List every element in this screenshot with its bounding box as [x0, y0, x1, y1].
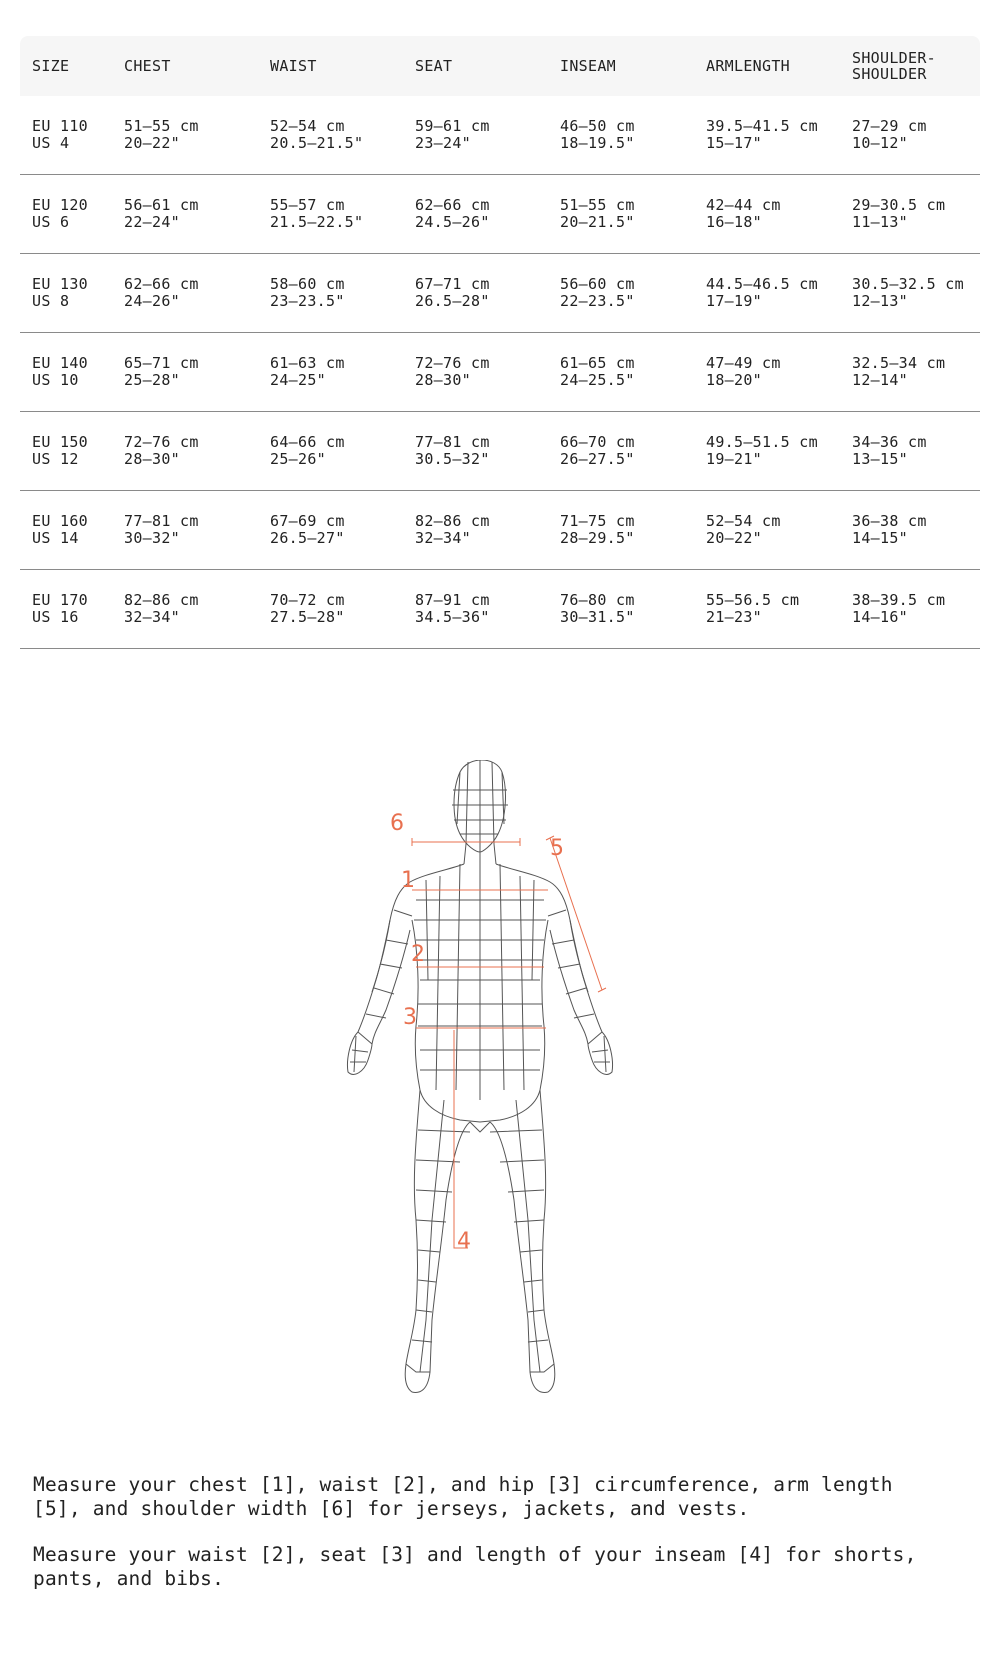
- cell-value-secondary: US 8: [32, 292, 70, 310]
- cell-size: [20, 412, 112, 491]
- cell-value-primary: 71–75 cm: [560, 512, 635, 530]
- cell-value-secondary: US 4: [32, 134, 70, 152]
- cell-value-primary: 51–55 cm: [124, 117, 199, 135]
- header-shoulder: SHOULDER- SHOULDER: [840, 36, 980, 96]
- table-row: [20, 570, 980, 649]
- header-seat: SEAT: [403, 36, 548, 96]
- cell-value-secondary: 12–14": [852, 371, 908, 389]
- cell-waist: [258, 412, 403, 491]
- cell-armlength: [694, 412, 840, 491]
- cell-value-primary: 39.5–41.5 cm: [706, 117, 818, 135]
- cell-value-secondary: US 14: [32, 529, 79, 547]
- table-row: [20, 175, 980, 254]
- cell-value-secondary: 24–25.5": [560, 371, 635, 389]
- header-waist: WAIST: [258, 36, 403, 96]
- cell-value-primary: 87–91 cm: [415, 591, 490, 609]
- cell-value-primary: 44.5–46.5 cm: [706, 275, 818, 293]
- table-row: [20, 412, 980, 491]
- header-size: SIZE: [20, 36, 112, 96]
- cell-seat: [403, 570, 548, 649]
- cell-value-secondary: 30–32": [124, 529, 180, 547]
- cell-value-primary: 72–76 cm: [124, 433, 199, 451]
- cell-size: [20, 570, 112, 649]
- cell-value-primary: 66–70 cm: [560, 433, 635, 451]
- cell-value-primary: 42–44 cm: [706, 196, 781, 214]
- cell-armlength: [694, 570, 840, 649]
- cell-value-secondary: US 6: [32, 213, 70, 231]
- cell-value-primary: 56–61 cm: [124, 196, 199, 214]
- header-chest: CHEST: [112, 36, 258, 96]
- cell-shoulder: [840, 333, 980, 412]
- cell-value-secondary: 32–34": [124, 608, 180, 626]
- cell-chest: [112, 254, 258, 333]
- cell-armlength: [694, 175, 840, 254]
- cell-value-primary: 47–49 cm: [706, 354, 781, 372]
- cell-value-primary: 51–55 cm: [560, 196, 635, 214]
- cell-value-secondary: 27.5–28": [270, 608, 345, 626]
- cell-value-secondary: 20.5–21.5": [270, 134, 364, 152]
- measurement-lines: [412, 836, 606, 1248]
- cell-value-secondary: US 16: [32, 608, 79, 626]
- chest-label: 1: [401, 868, 415, 893]
- cell-value-secondary: 22–23.5": [560, 292, 635, 310]
- cell-armlength: [694, 491, 840, 570]
- cell-size: [20, 96, 112, 175]
- cell-value-primary: 27–29 cm: [852, 117, 927, 135]
- cell-value-secondary: 20–22": [124, 134, 180, 152]
- cell-value-secondary: 10–12": [852, 134, 908, 152]
- cell-value-secondary: 34.5–36": [415, 608, 490, 626]
- table-row: [20, 491, 980, 570]
- cell-inseam: [548, 491, 694, 570]
- cell-value-primary: 46–50 cm: [560, 117, 635, 135]
- cell-value-secondary: 14–15": [852, 529, 908, 547]
- cell-value-secondary: 30.5–32": [415, 450, 490, 468]
- cell-value-secondary: 15–17": [706, 134, 762, 152]
- cell-value-secondary: 25–28": [124, 371, 180, 389]
- cell-value-secondary: US 10: [32, 371, 79, 389]
- cell-value-primary: 62–66 cm: [124, 275, 199, 293]
- cell-value-primary: 72–76 cm: [415, 354, 490, 372]
- cell-inseam: [548, 254, 694, 333]
- cell-shoulder: [840, 254, 980, 333]
- cell-value-primary: 64–66 cm: [270, 433, 345, 451]
- cell-value-secondary: 25–26": [270, 450, 326, 468]
- cell-seat: [403, 491, 548, 570]
- cell-value-secondary: 24–26": [124, 292, 180, 310]
- cell-value-primary: 61–63 cm: [270, 354, 345, 372]
- cell-value-primary: EU 120: [32, 196, 88, 214]
- cell-size: [20, 175, 112, 254]
- cell-value-secondary: 17–19": [706, 292, 762, 310]
- cell-value-primary: 55–57 cm: [270, 196, 345, 214]
- cell-seat: [403, 254, 548, 333]
- cell-seat: [403, 333, 548, 412]
- cell-value-primary: 70–72 cm: [270, 591, 345, 609]
- cell-size: [20, 333, 112, 412]
- cell-inseam: [548, 333, 694, 412]
- cell-value-secondary: 24–25": [270, 371, 326, 389]
- cell-seat: [403, 175, 548, 254]
- cell-value-secondary: 18–20": [706, 371, 762, 389]
- cell-value-primary: 61–65 cm: [560, 354, 635, 372]
- cell-value-primary: 82–86 cm: [415, 512, 490, 530]
- cell-value-primary: 32.5–34 cm: [852, 354, 946, 372]
- cell-value-primary: EU 160: [32, 512, 88, 530]
- armlength-label: 5: [550, 836, 564, 861]
- header-inseam: INSEAM: [548, 36, 694, 96]
- cell-value-primary: 77–81 cm: [415, 433, 490, 451]
- cell-value-secondary: 11–13": [852, 213, 908, 231]
- cell-value-secondary: 18–19.5": [560, 134, 635, 152]
- cell-waist: [258, 570, 403, 649]
- cell-value-secondary: 22–24": [124, 213, 180, 231]
- cell-armlength: [694, 333, 840, 412]
- cell-shoulder: [840, 570, 980, 649]
- cell-shoulder: [840, 175, 980, 254]
- seat-label: 3: [403, 1005, 417, 1030]
- cell-value-primary: 65–71 cm: [124, 354, 199, 372]
- cell-value-secondary: 13–15": [852, 450, 908, 468]
- cell-shoulder: [840, 491, 980, 570]
- cell-value-secondary: 20–22": [706, 529, 762, 547]
- cell-armlength: [694, 96, 840, 175]
- cell-waist: [258, 96, 403, 175]
- cell-value-primary: 49.5–51.5 cm: [706, 433, 818, 451]
- cell-value-secondary: 30–31.5": [560, 608, 635, 626]
- cell-value-primary: 56–60 cm: [560, 275, 635, 293]
- table-row: [20, 96, 980, 175]
- cell-chest: [112, 491, 258, 570]
- header-armlength: ARMLENGTH: [694, 36, 840, 96]
- cell-value-secondary: 26.5–27": [270, 529, 345, 547]
- cell-value-primary: 82–86 cm: [124, 591, 199, 609]
- cell-value-primary: 59–61 cm: [415, 117, 490, 135]
- cell-armlength: [694, 254, 840, 333]
- cell-value-secondary: 28–29.5": [560, 529, 635, 547]
- mannequin-outline: [347, 760, 612, 1392]
- cell-value-primary: 67–69 cm: [270, 512, 345, 530]
- table-row: [20, 333, 980, 412]
- cell-value-secondary: 26.5–28": [415, 292, 490, 310]
- shoulder-label: 6: [390, 811, 404, 836]
- cell-waist: [258, 491, 403, 570]
- waist-label: 2: [411, 942, 425, 967]
- body-measurement-figure: [320, 760, 660, 1420]
- cell-size: [20, 254, 112, 333]
- cell-waist: [258, 175, 403, 254]
- cell-inseam: [548, 96, 694, 175]
- cell-size: [20, 491, 112, 570]
- cell-value-primary: EU 150: [32, 433, 88, 451]
- cell-value-primary: 34–36 cm: [852, 433, 927, 451]
- cell-value-secondary: 23–24": [415, 134, 471, 152]
- cell-inseam: [548, 570, 694, 649]
- cell-value-primary: 77–81 cm: [124, 512, 199, 530]
- instructions-tops: Measure your chest [1], waist [2], and hip [3] circumference, arm length [5], and shoulder width [6] for jerseys, jackets, and vests.: [33, 1473, 893, 1520]
- cell-value-primary: EU 130: [32, 275, 88, 293]
- cell-value-primary: 52–54 cm: [270, 117, 345, 135]
- cell-value-secondary: 12–13": [852, 292, 908, 310]
- cell-value-secondary: 16–18": [706, 213, 762, 231]
- cell-value-secondary: 19–21": [706, 450, 762, 468]
- cell-value-secondary: 28–30": [124, 450, 180, 468]
- inseam-label: 4: [457, 1229, 471, 1254]
- cell-value-secondary: 28–30": [415, 371, 471, 389]
- cell-chest: [112, 333, 258, 412]
- instructions-bottoms: Measure your waist [2], seat [3] and length of your inseam [4] for shorts, pants, and bibs.: [33, 1543, 917, 1590]
- cell-value-primary: 29–30.5 cm: [852, 196, 946, 214]
- cell-value-secondary: 21–23": [706, 608, 762, 626]
- cell-shoulder: [840, 412, 980, 491]
- cell-value-primary: EU 170: [32, 591, 88, 609]
- cell-value-secondary: 23–23.5": [270, 292, 345, 310]
- cell-value-primary: 36–38 cm: [852, 512, 927, 530]
- cell-value-primary: 62–66 cm: [415, 196, 490, 214]
- size-table: [20, 36, 980, 649]
- table-header-row: [20, 36, 980, 96]
- cell-value-primary: EU 140: [32, 354, 88, 372]
- cell-value-primary: 30.5–32.5 cm: [852, 275, 964, 293]
- cell-value-secondary: 32–34": [415, 529, 471, 547]
- table-body: [20, 96, 980, 649]
- cell-chest: [112, 412, 258, 491]
- measurement-instructions: [33, 1473, 933, 1613]
- cell-value-secondary: 26–27.5": [560, 450, 635, 468]
- table-row: [20, 254, 980, 333]
- cell-value-primary: EU 110: [32, 117, 88, 135]
- cell-value-primary: 76–80 cm: [560, 591, 635, 609]
- cell-chest: [112, 96, 258, 175]
- cell-value-primary: 55–56.5 cm: [706, 591, 800, 609]
- cell-value-primary: 52–54 cm: [706, 512, 781, 530]
- cell-value-secondary: 14–16": [852, 608, 908, 626]
- cell-value-secondary: 21.5–22.5": [270, 213, 364, 231]
- cell-waist: [258, 333, 403, 412]
- cell-chest: [112, 175, 258, 254]
- cell-seat: [403, 412, 548, 491]
- cell-value-primary: 58–60 cm: [270, 275, 345, 293]
- cell-value-primary: 38–39.5 cm: [852, 591, 946, 609]
- cell-value-secondary: 20–21.5": [560, 213, 635, 231]
- cell-value-primary: 67–71 cm: [415, 275, 490, 293]
- cell-inseam: [548, 175, 694, 254]
- cell-shoulder: [840, 96, 980, 175]
- cell-value-secondary: US 12: [32, 450, 79, 468]
- cell-seat: [403, 96, 548, 175]
- cell-inseam: [548, 412, 694, 491]
- size-chart: [20, 36, 980, 649]
- cell-waist: [258, 254, 403, 333]
- cell-chest: [112, 570, 258, 649]
- cell-value-secondary: 24.5–26": [415, 213, 490, 231]
